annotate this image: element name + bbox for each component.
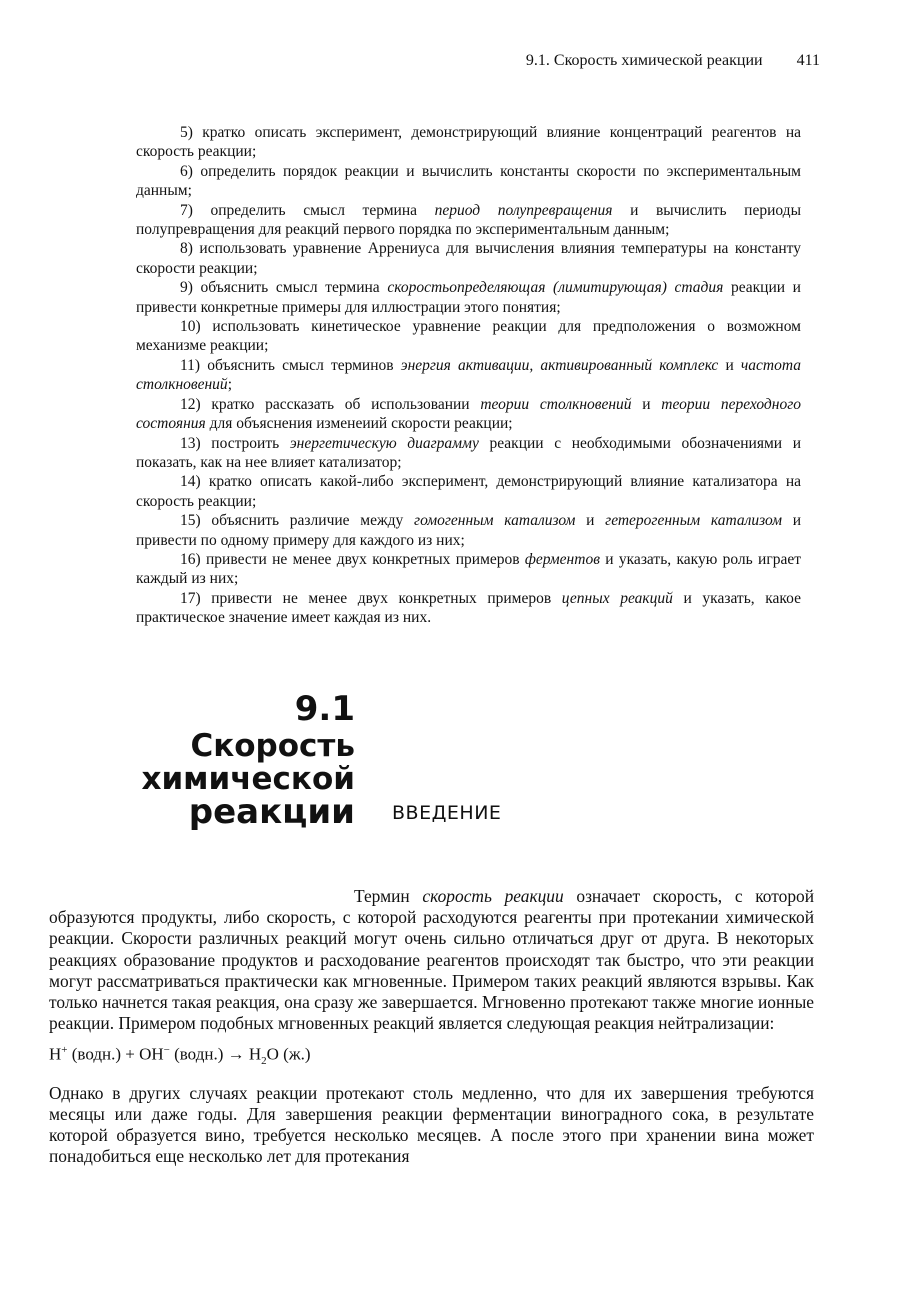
objectives-list <box>136 123 801 628</box>
objective-item: 11) объяснить смысл терминов энергия активации, активированный комплекс и частота столкновений; <box>136 356 802 394</box>
objective-item: 9) объяснить смысл термина скоростьопределяющая (лимитирующая) стадия реакции и привести конкретные примеры для иллюстрации этого понятия; <box>136 279 801 316</box>
running-head-section: 9.1. Скорость химической реакции <box>525 52 763 69</box>
page-number: 411 <box>796 52 820 69</box>
section-number: 9.1 <box>294 689 355 729</box>
objective-item: 15) объяснить различие между гомогенным катализом и гетерогенным катализом и привести по одному примеру для каждого из них; <box>136 512 802 549</box>
objective-item: 14) кратко описать какой-либо эксперимент, демонстрирующий влияние катализатора на скорость реакции; <box>136 473 801 510</box>
section-title-line: Скорость <box>190 728 355 764</box>
paragraph: Однако в других случаях реакции протекают столь медленно, что для их завершения требуются месяцы или даже годы. Для завершения реакции ферментации виноградного сока, в результате которой образуется вино, требуется несколько месяцев. А после этого при хранении вина может понадобиться еще несколько лет для протекания <box>49 1082 814 1167</box>
objective-item: 12) кратко рассказать об использовании теории столкновений и теории переходного состояния для объяснения изменеиий скорости реакции; <box>136 395 802 433</box>
objective-item: 6) определить порядок реакции и вычислить константы скорости по экспериментальным данным; <box>136 162 801 200</box>
objective-item: 17) привести не менее двух конкретных примеров цепных реакций и указать, какое практическое значение имеет каждая из них. <box>136 589 801 627</box>
objective-item: 7) определить смысл термина период полупревращения и вычислить периоды полупревращения для реакций первого порядка по экспериментальным данным; <box>136 201 801 239</box>
objective-item: 5) кратко описать эксперимент, демонстрирующий влияние концентраций реагентов на скорость реакции; <box>136 124 801 161</box>
section-heading <box>100 688 355 832</box>
objective-item: 8) использовать уравнение Аррениуса для вычисления влияния температуры на константу скорости реакции; <box>136 240 801 277</box>
neutralization-equation: H+ (водн.) + OH− (водн.) → $H_2O$ (ж.) <box>49 1044 311 1068</box>
objective-item: 13) построить энергетическую диаграмму реакции с необходимыми обозначениями и показать, как на нее влияет катализатор; <box>136 434 801 471</box>
running-head <box>430 52 820 70</box>
objective-item: 10) использовать кинетическое уравнение реакции для предположения о возможном механизме реакции; <box>136 318 801 355</box>
section-title-line: реакции <box>188 792 355 832</box>
paragraph: Термин скорость реакции означает скорость, с которой образуются продукты, либо скорость, с которой расходуются реагенты при протекании химической реакции. Скорости различных реакций могут очень сильно отличаться друг от друга. В некоторых реакциях образование продуктов и расходование реагентов происходят так быстро, что эти реакции могут рассматриваться практически как мгновенные. Примером таких реакций являются взрывы. Как только начнется такая реакция, она сразу же завершается. Мгновенно протекают также многие ионные реакции. Примером подобных мгновенных реакций является следующая реакция нейтрализации: <box>49 886 815 1034</box>
objective-item: 16) привести не менее двух конкретных примеров ферментов и указать, какую роль играет каждый из них; <box>136 550 801 588</box>
body-text <box>49 886 814 1167</box>
subheading: ВВЕДЕНИЕ <box>392 802 502 824</box>
section-title-line: химической <box>141 761 355 797</box>
